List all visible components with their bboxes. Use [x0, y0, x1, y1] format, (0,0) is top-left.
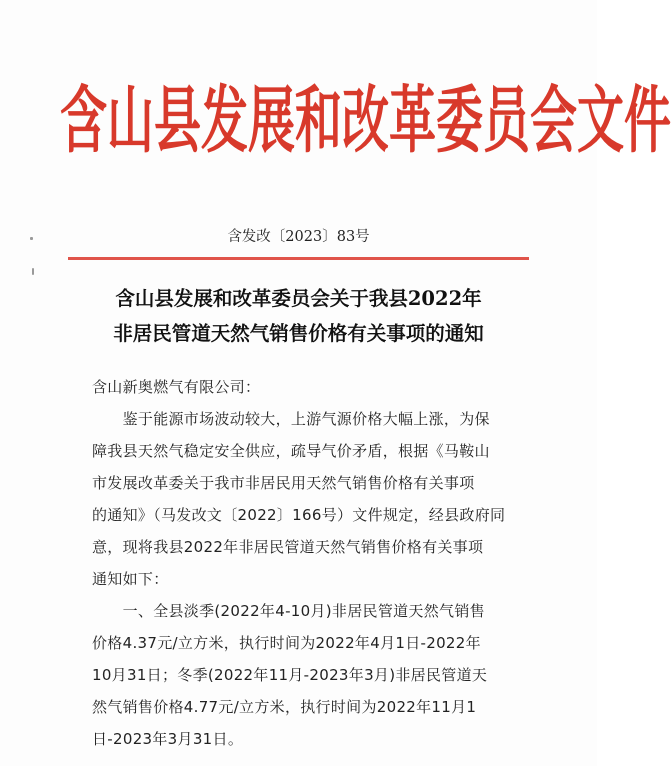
body-line: 意，现将我县2022年非居民管道天然气销售价格有关事项 — [92, 538, 484, 556]
notice-title-line-2: 非居民管道天然气销售价格有关事项的通知 — [113, 322, 484, 345]
notice-title-line-1: 含山县发展和改革委员会关于我县2022年 — [115, 287, 482, 310]
scan-speck — [32, 268, 34, 275]
body-line: 通知如下： — [92, 570, 169, 588]
red-divider-line — [68, 257, 529, 260]
body-line: 的通知》（马发改文〔2022〕166号）文件规定，经县政府同 — [92, 506, 506, 524]
issuer-header-title: 含山县发展和改革委员会文件 — [60, 78, 671, 164]
document-number: 含发改〔2023〕83号 — [227, 229, 370, 245]
body-line: 然气销售价格4.77元/立方米，执行时间为2022年11月1 — [92, 698, 477, 716]
body-line: 鉴于能源市场波动较大，上游气源价格大幅上涨，为保 — [92, 410, 490, 428]
body-line: 日-2023年3月31日。 — [92, 730, 244, 748]
body-line: 10月31日；冬季(2022年11月-2023年3月)非居民管道天 — [92, 666, 488, 684]
body-line: 价格4.37元/立方米，执行时间为2022年4月1日-2022年 — [92, 634, 481, 652]
body-line: 一、全县淡季(2022年4-10月)非居民管道天然气销售 — [92, 602, 485, 620]
body-line: 市发展改革委关于我市非居民用天然气销售价格有关事项 — [92, 474, 475, 492]
body-line: 障我县天然气稳定安全供应，疏导气价矛盾，根据《马鞍山 — [92, 442, 490, 460]
addressee: 含山新奥燃气有限公司： — [92, 378, 261, 396]
